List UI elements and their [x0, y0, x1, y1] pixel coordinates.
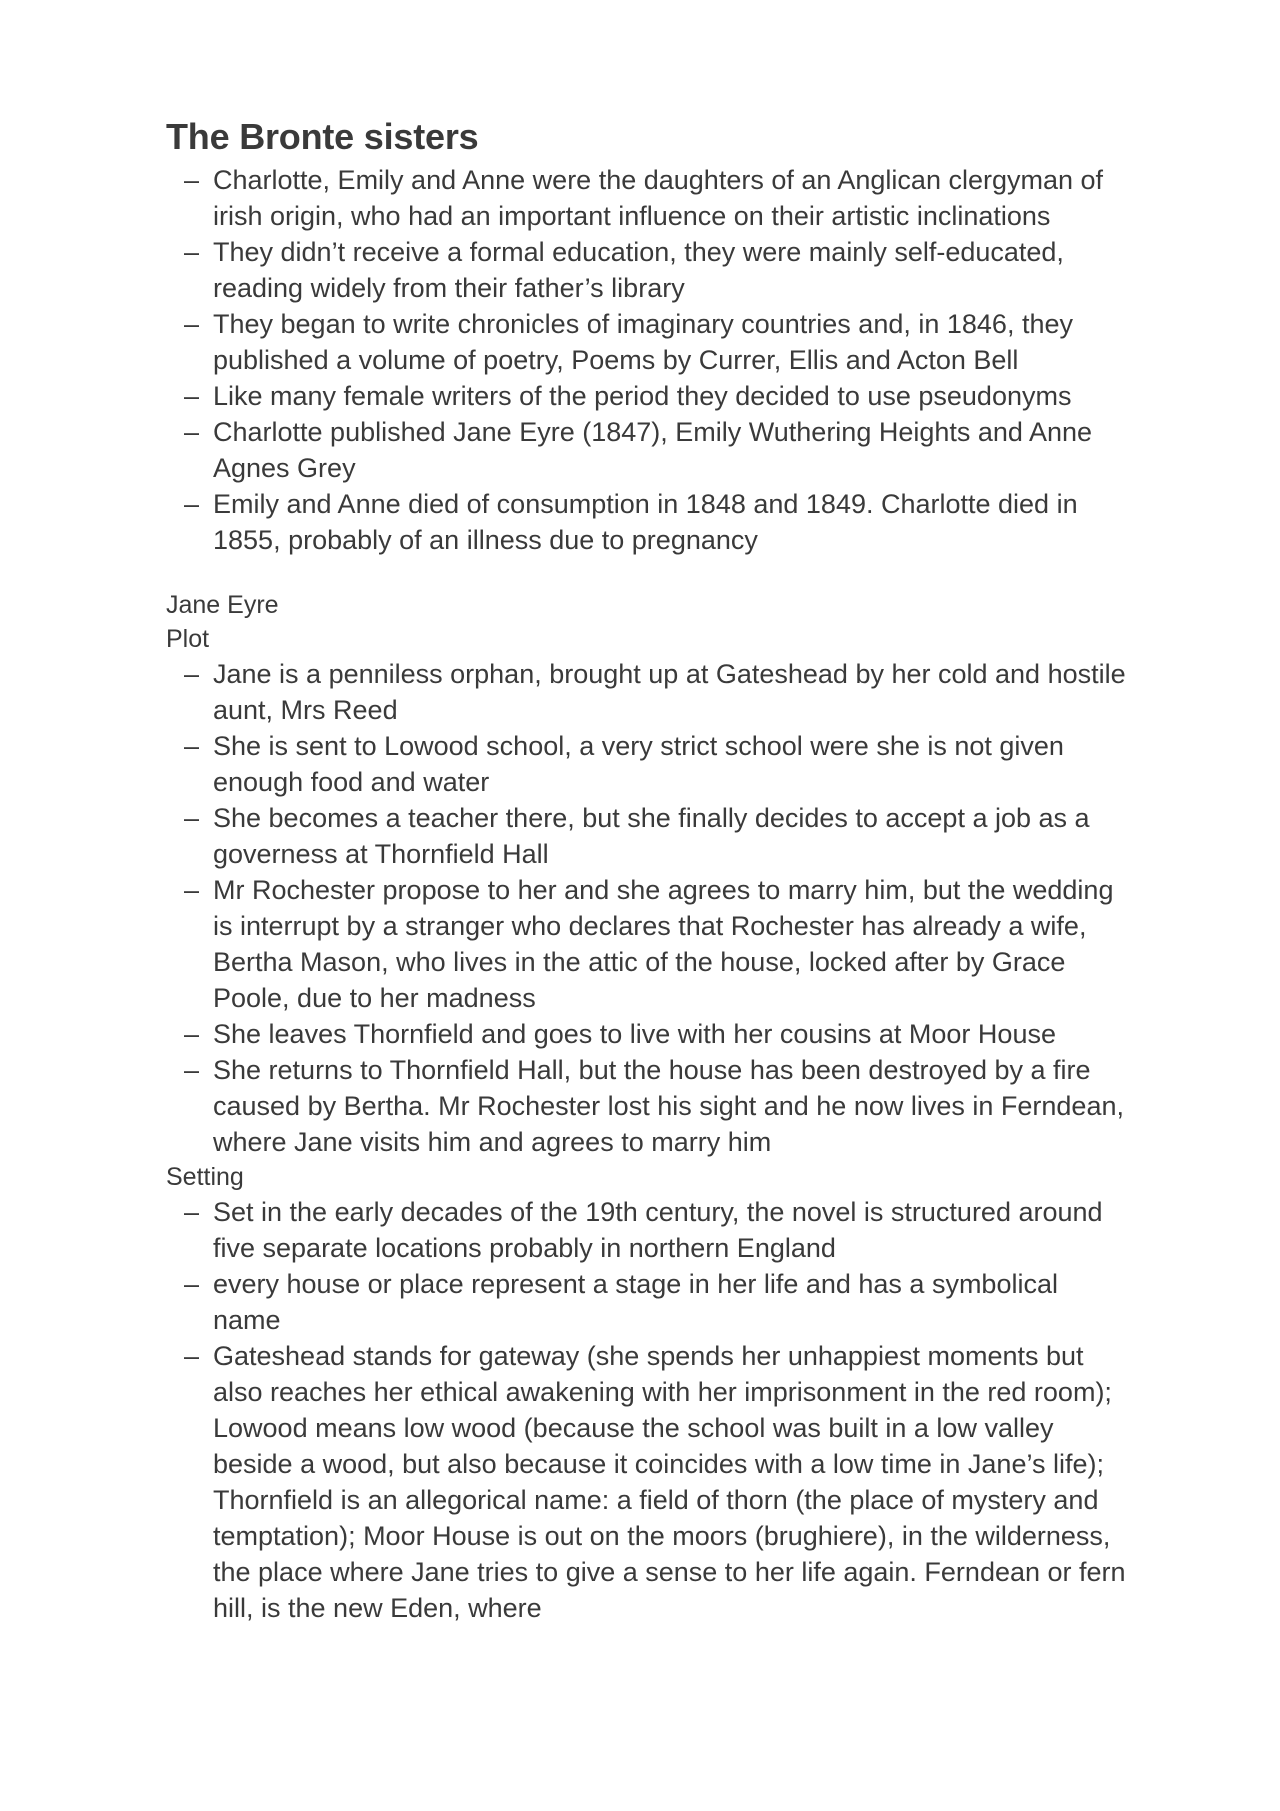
- list-item-text: Gateshead stands for gateway (she spends her unhappiest moments but also reaches her ethical awakening with her imprisonment in the red room); Lowood means low wood (because the school was built in a low valley beside a wood, but also because it coincides with a low time in Jane’s life); Thornfield is an allegorical name: a field of thorn (the place of mystery and temptation); Moor House is out on the moors (brughiere), in the wilderness, the place where Jane tries to give a sense to her life again. Ferndean or fern hill, is the new Eden, where: [213, 1341, 1126, 1623]
- list-item-text: Emily and Anne died of consumption in 1848 and 1849. Charlotte died in 1855, probably of an illness due to pregnancy: [213, 489, 1078, 555]
- list-item: [184, 1052, 1126, 1160]
- dash-bullet: –: [184, 1269, 200, 1299]
- list-item: [184, 1266, 1126, 1338]
- list-item: [184, 486, 1126, 558]
- dash-bullet: –: [184, 237, 200, 267]
- list-item-text: Like many female writers of the period they decided to use pseudonyms: [213, 381, 1072, 411]
- list-item-text: Charlotte, Emily and Anne were the daughters of an Anglican clergyman of irish origin, who had an important influence on their artistic inclinations: [213, 165, 1104, 231]
- list-item: [184, 162, 1126, 234]
- list-item: [184, 1338, 1126, 1626]
- dash-bullet: –: [184, 803, 200, 833]
- document-page: [166, 112, 1126, 1626]
- list-item: [184, 728, 1126, 800]
- list-item-text: They began to write chronicles of imaginary countries and, in 1846, they published a volume of poetry, Poems by Currer, Ellis and Acton Bell: [213, 309, 1073, 375]
- dash-bullet: –: [184, 1019, 200, 1049]
- dash-bullet: –: [184, 1197, 200, 1227]
- dash-bullet: –: [184, 1055, 200, 1085]
- list-item: [184, 306, 1126, 378]
- dash-bullet: –: [184, 489, 200, 519]
- list-item-text: She leaves Thornfield and goes to live with her cousins at Moor House: [213, 1019, 1056, 1049]
- setting-list: [166, 1194, 1126, 1626]
- bronte-sisters-list: [166, 162, 1126, 558]
- list-item-text: She returns to Thornfield Hall, but the house has been destroyed by a fire caused by Bertha. Mr Rochester lost his sight and he now lives in Ferndean, where Jane visits him and agrees to marry him: [213, 1055, 1124, 1157]
- list-item: [184, 1194, 1126, 1266]
- list-item-text: Charlotte published Jane Eyre (1847), Emily Wuthering Heights and Anne Agnes Grey: [213, 417, 1093, 483]
- list-item: [184, 234, 1126, 306]
- jane-eyre-heading: Jane Eyre: [166, 591, 279, 619]
- dash-bullet: –: [184, 165, 200, 195]
- dash-bullet: –: [184, 875, 200, 905]
- dash-bullet: –: [184, 417, 200, 447]
- list-item-text: She is sent to Lowood school, a very strict school were she is not given enough food and water: [213, 731, 1064, 797]
- list-item: [184, 656, 1126, 728]
- setting-label: Setting: [166, 1163, 244, 1191]
- section-gap: [166, 558, 1126, 588]
- list-item-text: She becomes a teacher there, but she finally decides to accept a job as a governess at Thornfield Hall: [213, 803, 1090, 869]
- list-item-text: every house or place represent a stage in her life and has a symbolical name: [213, 1269, 1058, 1335]
- list-item: [184, 1016, 1126, 1052]
- document-title: The Bronte sisters: [166, 116, 479, 157]
- list-item-text: Mr Rochester propose to her and she agrees to marry him, but the wedding is interrupt by a stranger who declares that Rochester has already a wife, Bertha Mason, who lives in the attic of the house, locked after by Grace Poole, due to her madness: [213, 875, 1114, 1013]
- list-item-text: Jane is a penniless orphan, brought up at Gateshead by her cold and hostile aunt, Mrs Reed: [213, 659, 1126, 725]
- list-item-text: They didn’t receive a formal education, they were mainly self-educated, reading widely from their father’s library: [213, 237, 1064, 303]
- plot-label: Plot: [166, 625, 210, 653]
- dash-bullet: –: [184, 309, 200, 339]
- dash-bullet: –: [184, 659, 200, 689]
- list-item-text: Set in the early decades of the 19th century, the novel is structured around five separate locations probably in northern England: [213, 1197, 1103, 1263]
- plot-list: [166, 656, 1126, 1160]
- list-item: [184, 414, 1126, 486]
- dash-bullet: –: [184, 381, 200, 411]
- list-item: [184, 800, 1126, 872]
- list-item: [184, 872, 1126, 1016]
- list-item: [184, 378, 1126, 414]
- dash-bullet: –: [184, 731, 200, 761]
- dash-bullet: –: [184, 1341, 200, 1371]
